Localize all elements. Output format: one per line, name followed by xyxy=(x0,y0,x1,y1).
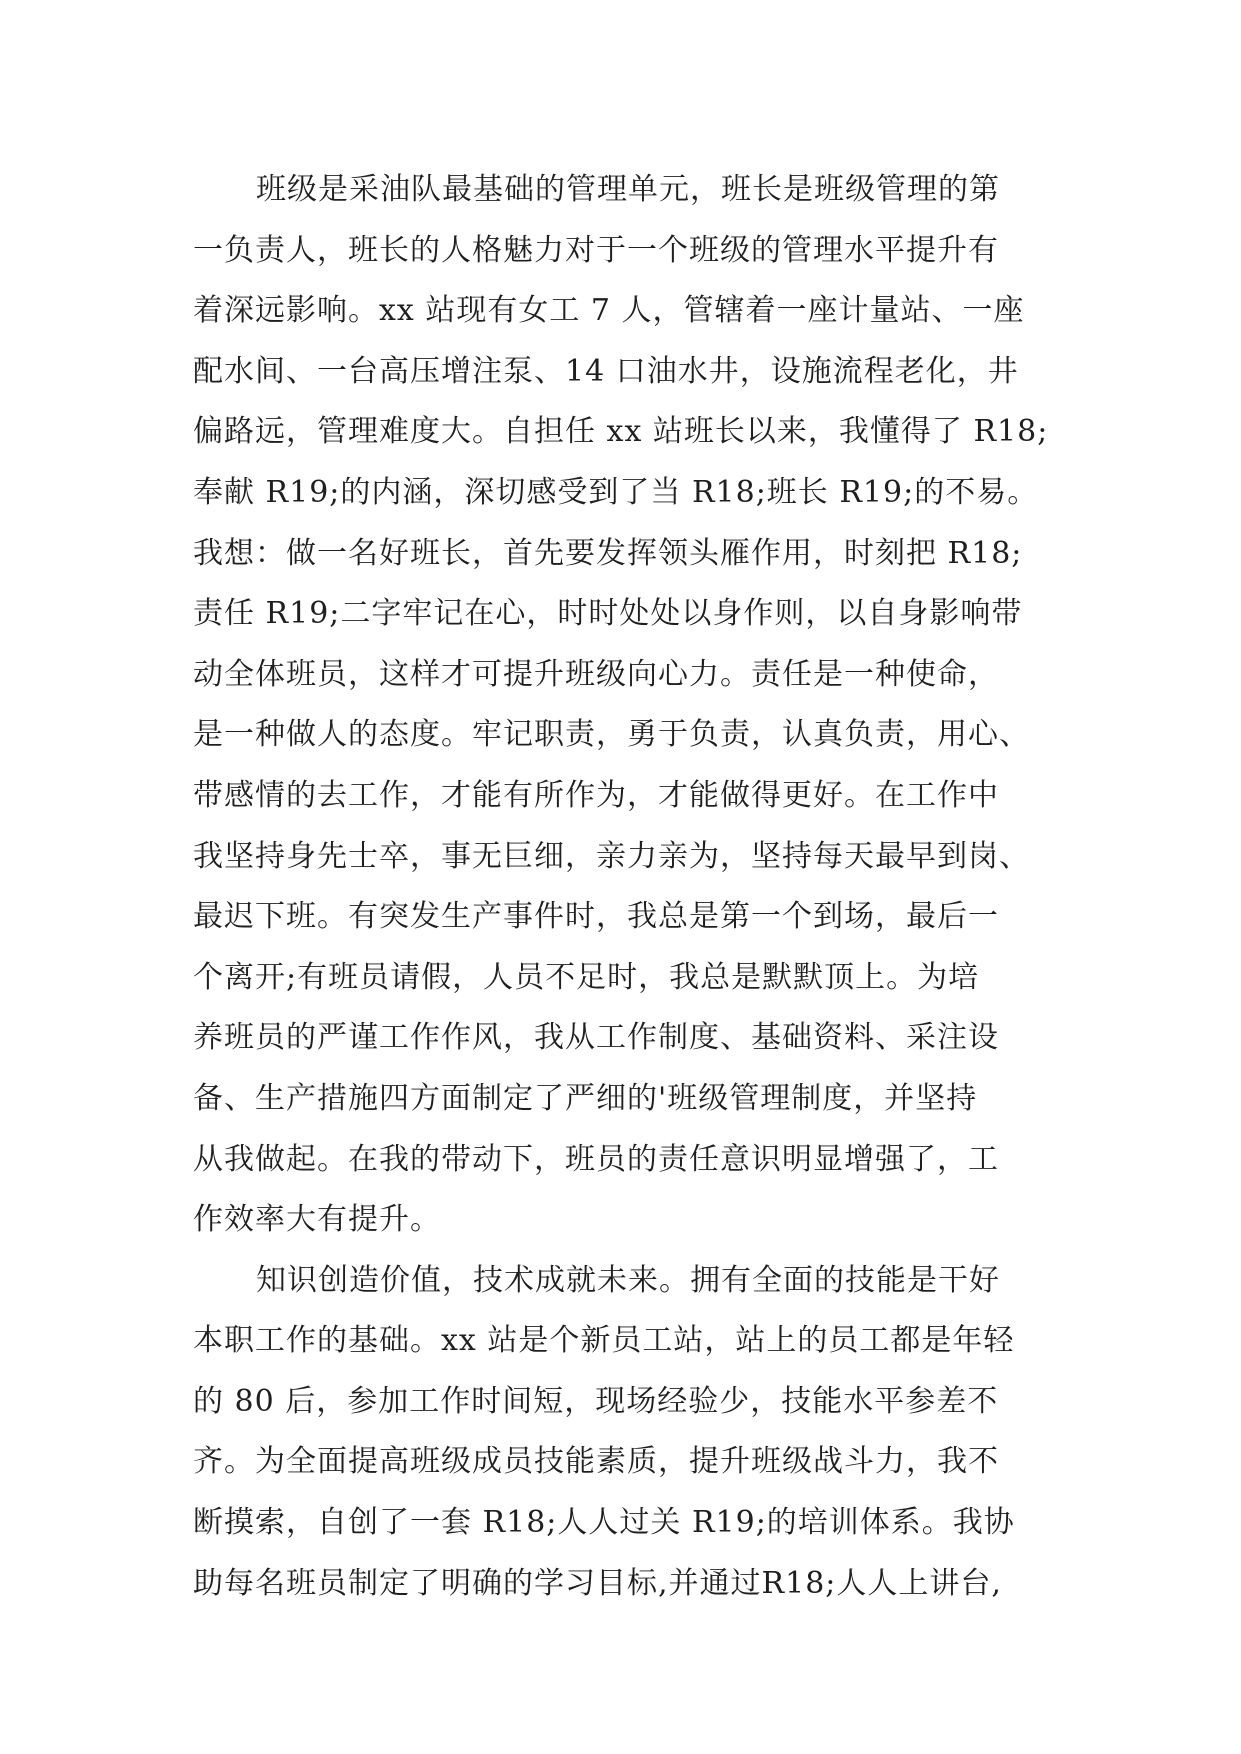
paragraph-1-line-6: 奉献 R19;的内涵，深切感受到了当 R18;班长 R19;的不易。 xyxy=(193,474,1039,510)
paragraph-1-line-3: 着深远影响。xx 站现有女工 7 人，管辖着一座计量站、一座 xyxy=(193,293,1025,329)
paragraph-1-line-1: 班级是采油队最基础的管理单元，班长是班级管理的第 xyxy=(256,172,1000,207)
paragraph-2-line-3: 的 80 后，参加工作时间短，现场经验少，技能水平参差不 xyxy=(193,1383,999,1419)
paragraph-1-line-14: 个离开;有班员请假，人员不足时，我总是默默顶上。为培 xyxy=(193,959,980,995)
paragraph-2-line-5: 断摸索，自创了一套 R18;人人过关 R19;的培训体系。我协 xyxy=(193,1505,1015,1541)
paragraph-1-line-15: 养班员的严谨工作作风，我从工作制度、基础资料、采注设 xyxy=(193,1020,999,1056)
paragraph-1-line-5: 偏路远，管理难度大。自担任 xx 站班长以来，我懂得了 R18; xyxy=(193,414,1049,450)
body-text xyxy=(193,160,1073,1614)
paragraph-1-line-7: 我想：做一名好班长，首先要发挥领头雁作用，时刻把 R18; xyxy=(193,535,1023,571)
paragraph-1-line-11: 带感情的去工作，才能有所作为，才能做得更好。在工作中 xyxy=(193,777,999,813)
paragraph-1-line-9: 动全体班员，这样才可提升班级向心力。责任是一种使命， xyxy=(193,656,999,692)
paragraph-2-line-6: 助每名班员制定了明确的学习目标,并通过R18;人人上讲台, xyxy=(193,1565,1002,1601)
paragraph-1-line-10: 是一种做人的态度。牢记职责，勇于负责，认真负责，用心、 xyxy=(193,717,1030,753)
paragraph-1-line-16: 备、生产措施四方面制定了严细的'班级管理制度，并坚持 xyxy=(193,1080,978,1116)
paragraph-2-line-4: 齐。为全面提高班级成员技能素质，提升班级战斗力，我不 xyxy=(193,1444,999,1480)
paragraph-1-line-17: 从我做起。在我的带动下，班员的责任意识明显增强了，工 xyxy=(193,1141,999,1177)
paragraph-1-line-2: 一负责人，班长的人格魅力对于一个班级的管理水平提升有 xyxy=(193,232,999,268)
paragraph-1-line-12: 我坚持身先士卒，事无巨细，亲力亲为，坚持每天最早到岗、 xyxy=(193,838,1030,874)
paragraph-2-line-1: 知识创造价值，技术成就未来。拥有全面的技能是干好 xyxy=(256,1262,1000,1298)
paragraph-2-line-2: 本职工作的基础。xx 站是个新员工站，站上的员工都是年轻 xyxy=(193,1323,1015,1359)
paragraph-1-line-8: 责任 R19;二字牢记在心，时时处处以身作则，以自身影响带 xyxy=(193,596,1023,632)
paragraph-1-line-18: 作效率大有提升。 xyxy=(193,1202,441,1238)
paragraph-1-line-4: 配水间、一台高压增注泵、14 口油水井，设施流程老化，井 xyxy=(193,353,1019,389)
paragraph-1-line-13: 最迟下班。有突发生产事件时，我总是第一个到场，最后一 xyxy=(193,899,999,935)
